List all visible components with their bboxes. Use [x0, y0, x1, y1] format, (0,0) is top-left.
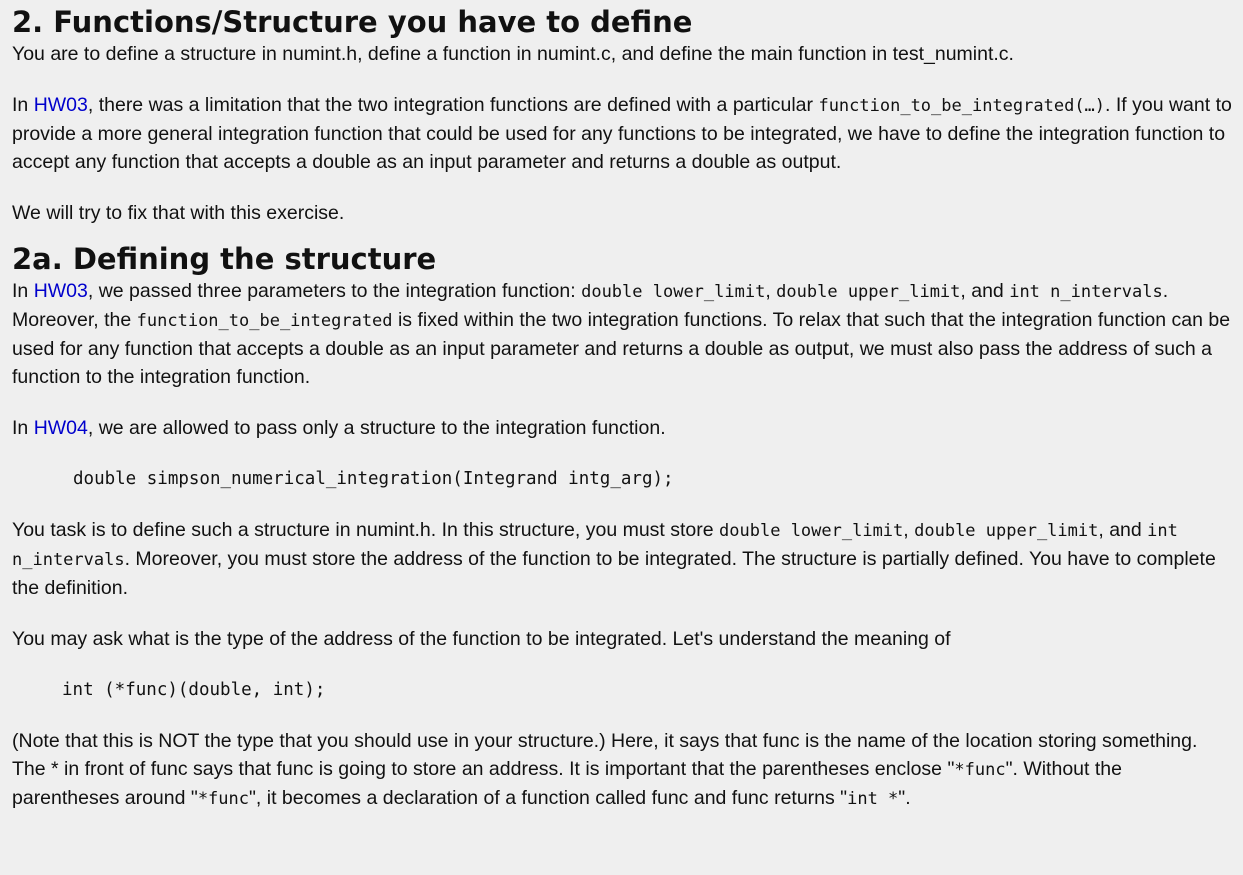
inline-code: function_to_be_integrated [136, 311, 393, 331]
section-2-intro: You are to define a structure in numint.h, define a function in numint.c, and define the main function in test_numint.c. [12, 43, 1014, 65]
inline-code: double upper_limit [776, 282, 961, 302]
inline-code: double upper_limit [914, 521, 1099, 541]
inline-code: int * [847, 789, 899, 809]
section-2-paragraph-fix: We will try to fix that with this exercise. [12, 202, 345, 224]
section-2a-paragraph-note: (Note that this is NOT the type that you should use in your structure.) Here, it says that func is the name of the location storing something. The * in front of func says that func is going to store an address. It is important that the parentheses enclose "*func". Without the parentheses around "*func", it becomes a declaration of a function called func and func returns "int *". [12, 730, 1198, 809]
inline-code: function_to_be_integrated(…) [818, 96, 1106, 116]
section-2-paragraph-hw03: In HW03, there was a limitation that the two integration functions are defined with a particular function_to_be_integrated(…). If you want to provide a more general integration function that could be used for any functions to be integrated, we have to define the integration function to accept any function that accepts a double as an input parameter and returns a double as output. [12, 94, 1232, 173]
section-2a-paragraph-question: You may ask what is the type of the address of the function to be integrated. Let's understand the meaning of [12, 628, 951, 650]
inline-code: int n_intervals [12, 521, 1178, 570]
hw03-link[interactable]: HW03 [33, 280, 88, 302]
section-2a-paragraph-task: You task is to define such a structure in numint.h. In this structure, you must store double lower_limit, double upper_limit, and int n_intervals. Moreover, you must store the address of the function to be integrated. The structure is partially defined. You have to complete the definition. [12, 519, 1216, 599]
section-2-heading: 2. Functions/Structure you have to define [12, 5, 693, 39]
hw04-link[interactable]: HW04 [33, 417, 88, 439]
inline-code: *func [954, 760, 1006, 780]
inline-code: double lower_limit [581, 282, 766, 302]
inline-code: double lower_limit [719, 521, 904, 541]
hw03-link[interactable]: HW03 [33, 94, 88, 116]
section-2a-paragraph-hw04: In HW04, we are allowed to pass only a structure to the integration function. [12, 417, 666, 439]
code-block-func-pointer: int (*func)(double, int); [62, 680, 326, 700]
inline-code: int n_intervals [1009, 282, 1163, 302]
code-block-simpson-signature: double simpson_numerical_integration(Integrand intg_arg); [73, 469, 674, 489]
section-2a-paragraph-params: In HW03, we passed three parameters to the integration function: double lower_limit, double upper_limit, and int n_intervals. Moreover, the function_to_be_integrated is fixed within the two integration functions. To relax that such that the integration function can be used for any function that accepts a double as an input parameter and returns a double as output, we must also pass the address of such a function to the integration function. [12, 280, 1231, 388]
inline-code: *func [197, 789, 249, 809]
section-2a-heading: 2a. Defining the structure [12, 242, 437, 276]
document-body [0, 4, 1243, 813]
